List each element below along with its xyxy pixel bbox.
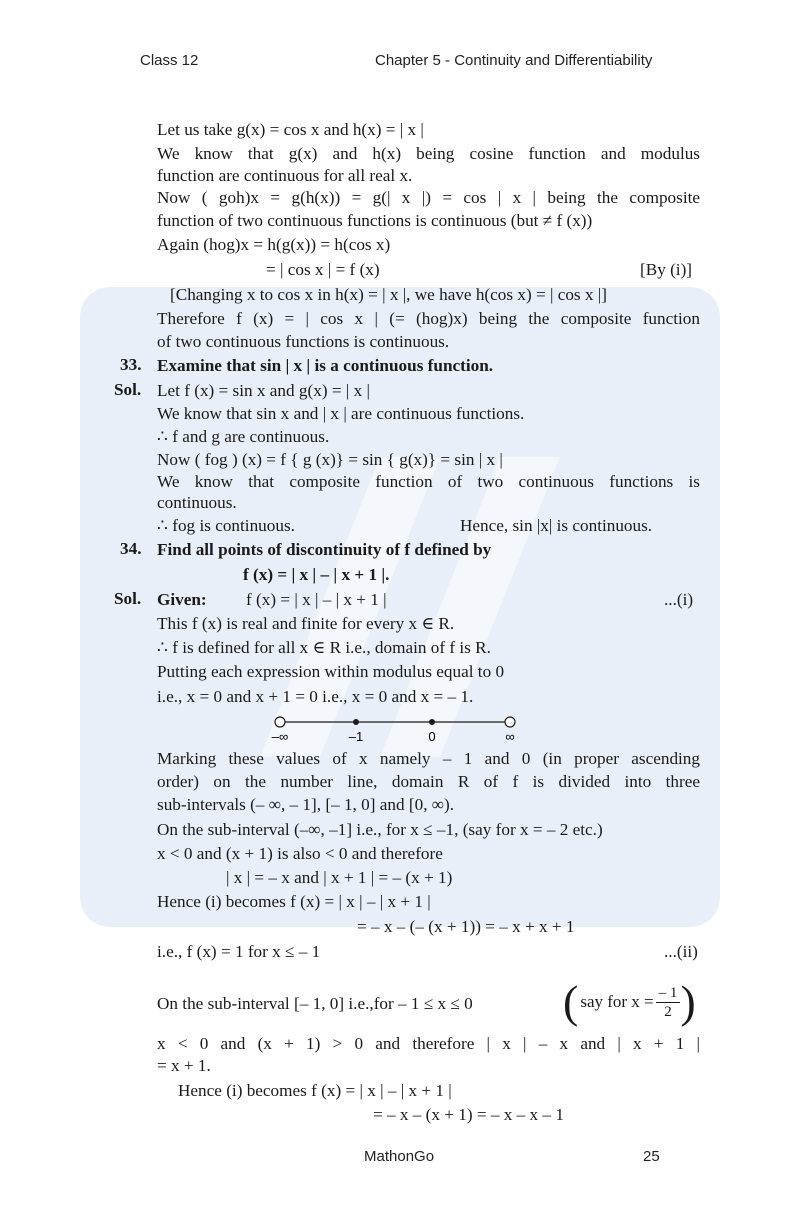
text-line: ...(ii)	[664, 942, 698, 961]
text-line: ∴ fog is continuous.	[157, 516, 295, 535]
text-line: Now ( fog ) (x) = f { g (x)} = sin { g(x)} = sin | x |	[157, 450, 503, 469]
fraction-denominator: 2	[664, 1003, 672, 1020]
question-number: 34.	[120, 539, 142, 558]
text-line: f (x) = | x | – | x + 1 |	[246, 590, 387, 609]
header-class: Class 12	[140, 52, 199, 69]
text-line: ∴ f and g are continuous.	[157, 427, 330, 446]
text-line: = x + 1.	[157, 1056, 211, 1075]
text-line: Let us take g(x) = cos x and h(x) = | x |	[157, 120, 424, 139]
text-line: We know that sin x and | x | are continuous functions.	[157, 404, 525, 423]
solution-label: Sol.	[114, 589, 142, 608]
question-number: 33.	[120, 355, 142, 374]
tick-label: –1	[348, 729, 364, 744]
text-line: = – x – (x + 1) = – x – x – 1	[373, 1105, 564, 1124]
tick-label: ∞	[505, 729, 515, 744]
text-line: function are continuous for all real x.	[157, 166, 413, 185]
text-line: function of two continuous functions is continuous (but ≠ f (x))	[157, 211, 593, 230]
text-line: This f (x) is real and finite for every x ∈ R.	[157, 614, 455, 633]
fraction	[656, 984, 681, 1021]
text-line: Hence (i) becomes f (x) = | x | – | x + 1 |	[178, 1081, 452, 1100]
text-line: Hence (i) becomes f (x) = | x | – | x + 1 |	[157, 892, 431, 911]
text-line: We know that g(x) and h(x) being cosine function and modulus	[157, 144, 700, 163]
text-line: continuous.	[157, 493, 237, 512]
fraction-numerator: – 1	[656, 984, 681, 1003]
text-line: Let f (x) = sin x and g(x) = | x |	[157, 381, 370, 400]
text-line: x < 0 and (x + 1) > 0 and therefore | x | – x and | x + 1 |	[157, 1034, 700, 1053]
question-text: Examine that sin | x | is a continuous function.	[157, 356, 494, 375]
page-number: 25	[643, 1148, 660, 1165]
text-line: x < 0 and (x + 1) is also < 0 and therefore	[157, 844, 443, 863]
text-line: [By (i)]	[640, 260, 693, 279]
text-line: Hence, sin |x| is continuous.	[460, 516, 653, 535]
footer-brand: MathonGo	[364, 1148, 435, 1165]
number-line-graphic	[262, 712, 522, 744]
text-line: | x | = – x and | x + 1 | = – (x + 1)	[226, 868, 453, 887]
say-for-text: say for x =	[580, 992, 654, 1011]
open-point	[505, 717, 515, 727]
text-line: On the sub-interval [– 1, 0] i.e.,for – 1 ≤ x ≤ 0	[157, 994, 473, 1013]
question-formula: f (x) = | x | – | x + 1 |.	[243, 565, 390, 584]
say-for-bracket: ( say for x = $\frac{- 1}{2}$ )	[563, 976, 696, 1027]
text-line: On the sub-interval (–∞, –1] i.e., for x ≤ –1, (say for x = – 2 etc.)	[157, 820, 603, 839]
text-line: = | cos x | = f (x)	[266, 260, 380, 279]
text-line: Putting each expression within modulus equal to 0	[157, 662, 505, 681]
text-line: order) on the number line, domain R of f is divided into three	[157, 772, 700, 791]
text-line: Therefore f (x) = | cos x | (= (hog)x) being the composite function	[157, 309, 700, 328]
tick-label: 0	[428, 729, 436, 744]
text-line: ...(i)	[664, 590, 694, 609]
text-line: [Changing x to cos x in h(x) = | x |, we have h(cos x) = | cos x |]	[170, 285, 607, 304]
question-text: Find all points of discontinuity of f defined by	[157, 540, 492, 559]
text-line: We know that composite function of two continuous functions is	[157, 472, 700, 491]
text-line: Again (hog)x = h(g(x)) = h(cos x)	[157, 235, 391, 254]
text-line: Given:	[157, 590, 207, 609]
header-chapter: Chapter 5 - Continuity and Differentiability	[375, 52, 653, 69]
tick-label: –∞	[271, 729, 289, 744]
text-line: ∴ f is defined for all x ∈ R i.e., domain of f is R.	[157, 638, 491, 657]
text-line: = – x – (– (x + 1)) = – x + x + 1	[357, 917, 575, 936]
text-line: i.e., x = 0 and x + 1 = 0 i.e., x = 0 and x = – 1.	[157, 687, 474, 706]
text-line: of two continuous functions is continuous.	[157, 332, 450, 351]
text-line: sub-intervals (– ∞, – 1], [– 1, 0] and [0, ∞).	[157, 795, 455, 814]
point	[429, 719, 435, 725]
open-point	[275, 717, 285, 727]
solution-label: Sol.	[114, 380, 142, 399]
point	[353, 719, 359, 725]
number-line	[262, 712, 522, 749]
text-line: i.e., f (x) = 1 for x ≤ – 1	[157, 942, 321, 961]
text-line: Marking these values of x namely – 1 and 0 (in proper ascending	[157, 749, 700, 768]
text-line: Now ( goh)x = g(h(x)) = g(| x |) = cos | x | being the composite	[157, 188, 700, 207]
